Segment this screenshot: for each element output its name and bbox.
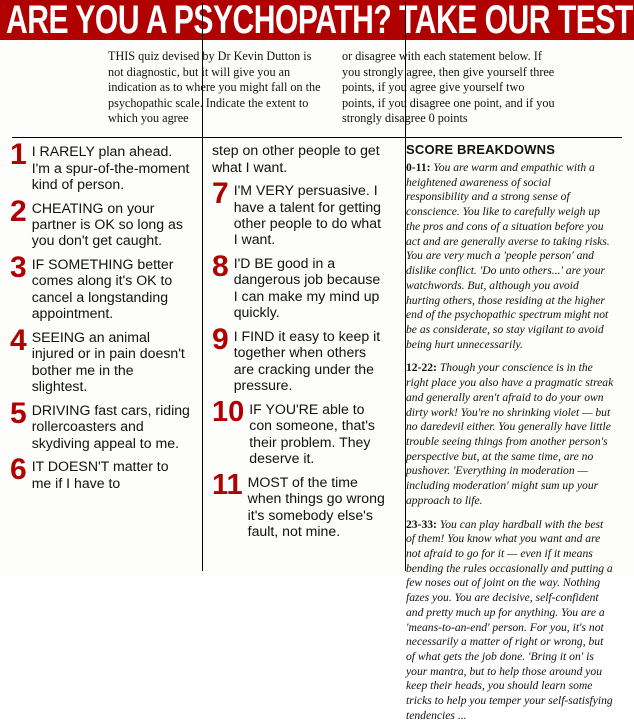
question-number: 3 (10, 250, 27, 284)
question-number: 10 (212, 395, 245, 428)
question-text: IF YOU'RE able to con someone, that's their problem. They deserve it. (249, 400, 375, 467)
intro-right-text: or disagree with each statement below. If you strongly agree, then give yourself three points, if you agree give yourself two points, if you disagree one point, and if you strongly disagree 0 points (342, 49, 555, 126)
question-text: MOST of the time when things go wrong it's somebody else's fault, not mine. (247, 473, 385, 540)
question-number: 1 (10, 138, 27, 172)
question-item (10, 453, 192, 491)
question-text: IT DOESN'T matter to me if I have to (31, 458, 169, 491)
question-number: 7 (212, 177, 229, 211)
score-breakdown-title: SCORE BREAKDOWNS (406, 142, 556, 158)
score-range-label: 0-11: (406, 161, 431, 175)
question-column-2 (202, 142, 395, 570)
score-range-label: 23-33: (406, 517, 437, 531)
question-number: 5 (10, 396, 27, 430)
question-item (10, 250, 192, 322)
intro-left-text: THIS quiz devised by Dr Kevin Dutton is not diagnostic, but it will give you an indication as to where you might fall on the psychopathic scale. Indicate the extent to which you agree (108, 49, 321, 126)
question-item (212, 177, 385, 248)
question-continuation: step on other people to get what I want. (212, 142, 380, 175)
question-number: 2 (10, 194, 27, 228)
score-range-text: Though your conscience is in the right place you also have a pragmatic streak and generally aren't afraid to do your own dirty work! You're no shrinking violet — but no daredevil either. You generally have little trouble seeing things from another person's perspective but, at the same time, are no pushover. 'Everything in moderation — including moderation' might sum up your approach to life. (406, 361, 614, 507)
page-title: ARE YOU A PSYCHOPATH? TAKE OUR TEST (6, 0, 633, 40)
question-item (212, 322, 385, 394)
question-text: I'M VERY persuasive. I have a talent for getting other people to do what I want. (233, 182, 381, 248)
question-number: 4 (10, 323, 27, 357)
intro-block (0, 40, 634, 133)
score-breakdown-item (406, 361, 614, 508)
score-breakdown-column (395, 142, 624, 722)
question-item (10, 138, 192, 193)
question-number: 9 (212, 322, 229, 356)
score-range-text: You are warm and empathic with a heightened awareness of social responsibility and a strong sense of conscience. You like to carefully weigh up the pros and cons of a situation before you act and are generally averse to taking risks. You are very much a 'people person' and dislike conflict. 'Do unto others...' are your watchwords. But, although you avoid hurting others, those residing at the higher end of the psychopathic spectrum might not be as considerate, so stay vigilant to avoid being hurt unnecessarily. (406, 161, 610, 351)
question-text: I RARELY plan ahead. I'm a spur-of-the-moment kind of person. (31, 143, 190, 193)
question-text: CHEATING on your partner is OK so long as you don't get caught. (31, 199, 183, 249)
score-range-text: You can play hardball with the best of them! You know what you want and are not afraid to go for it — even if it means bending the rules occasionally and putting a few noses out of joint on the way. Nothing fazes you. You are decisive, self-confident and pretty much up for anything. You are a 'means-to-an-end' person. For you, it's not necessarily a matter of right or wrong, but of what gets the job done. 'Bring it on' is your mantra, but to help those around you keep their heads, you should learn some tricks to help you temper your self-satisfying tendencies ... (406, 517, 613, 722)
score-breakdown-item (406, 518, 614, 724)
question-item (212, 395, 385, 467)
question-number: 11 (212, 468, 243, 501)
headline-banner (0, 0, 634, 40)
quiz-columns (0, 138, 634, 722)
question-text: IF SOMETHING better comes along it's OK to cancel a longstanding appointment. (31, 255, 174, 322)
question-item (212, 468, 385, 540)
question-item (10, 194, 192, 249)
question-text: SEEING an animal injured or in pain doesn't bother me in the slightest. (31, 328, 185, 395)
question-number: 6 (10, 453, 27, 487)
question-number: 8 (212, 249, 229, 283)
question-column-1 (10, 138, 202, 570)
question-item (10, 323, 192, 395)
score-breakdown-item (406, 161, 614, 352)
question-item (10, 396, 192, 451)
question-text: I'D BE good in a dangerous job because I can make my mind up quickly. (233, 254, 381, 321)
question-item (212, 249, 385, 321)
score-range-label: 12-22: (406, 361, 437, 375)
question-text: DRIVING fast cars, riding rollercoasters and skydiving appeal to me. (31, 401, 190, 451)
question-text: I FIND it easy to keep it together when others are cracking under the pressure. (233, 327, 381, 394)
